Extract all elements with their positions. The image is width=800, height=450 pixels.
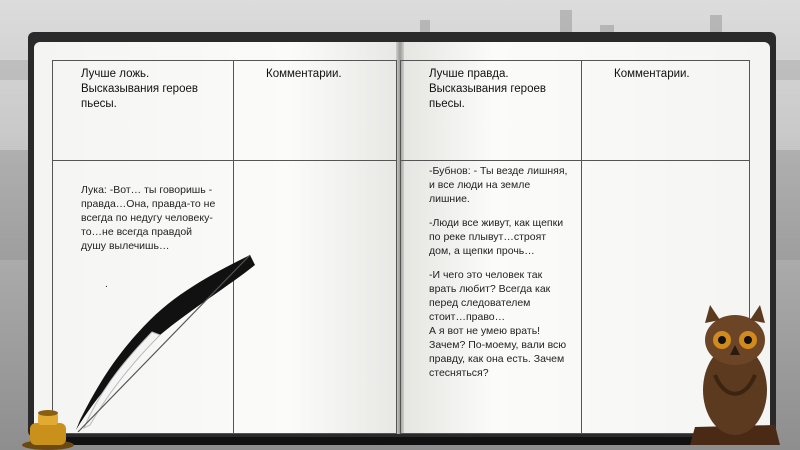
bubnov-quote-2: -Люди все живут, как щепки по реке плывут…строят дом, а щепки прочь… [429,217,564,257]
right-header-quotes-cell [401,61,582,161]
right-quote-cell [401,161,582,434]
right-header-comments: Комментарии. [614,68,690,80]
stray-dot: . [105,278,108,290]
right-header-comments-cell [582,61,750,161]
bubnov-quote-1: -Бубнов: - Ты везде лишняя, и все люди на земле лишние. [429,165,568,205]
inkwell-icon [20,405,76,450]
left-header-comments: Комментарии. [266,68,342,80]
luka-quote: Лука: -Вот… ты говоришь - правда…Она, правда-то не всегда по недугу человеку- то…не всегда правдой душу вылечишь… [81,184,216,252]
right-header-quotes: Лучше правда. Высказывания героев пьесы. [429,68,546,110]
left-header-quotes-cell [53,61,234,161]
left-header-quotes: Лучше ложь. Высказывания героев пьесы. [81,68,198,110]
owl-figurine-icon [680,305,790,450]
left-header-comments-cell [234,61,397,161]
bubnov-quote-3: -И чего это человек так врать любит? Всегда как перед следователем стоит…право… А я вот не умею врать! Зачем? По-моему, вали всю правду, как она есть. Зачем стесняться? [429,269,567,379]
